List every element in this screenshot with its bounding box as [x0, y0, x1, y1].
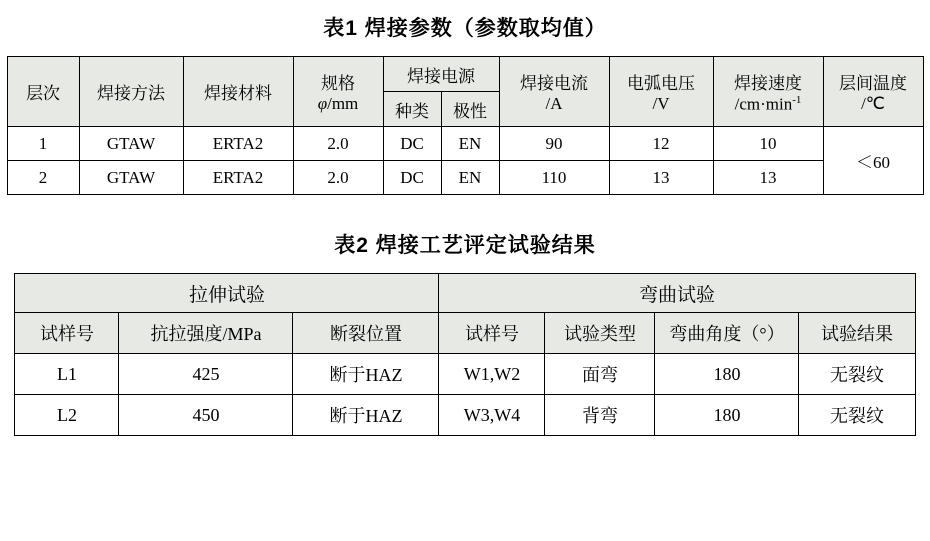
table-row [7, 161, 923, 195]
th-welding-speed-unit: /cm·min [734, 94, 793, 114]
table-row [15, 354, 915, 395]
th-arc-voltage [609, 57, 713, 127]
cell-material: ERTA2 [183, 127, 293, 161]
table1-header-row-1 [7, 57, 923, 92]
th-arc-voltage-line1: 电弧电压 [627, 74, 695, 93]
th-welding-material: 焊接材料 [183, 57, 293, 127]
cell-fracture-location: 断于HAZ [293, 354, 439, 395]
cell-layer: 2 [7, 161, 79, 195]
th-arc-voltage-line2: /V [652, 94, 670, 113]
table-welding-parameters [7, 56, 924, 195]
cell-test-result: 无裂纹 [799, 354, 915, 395]
cell-speed: 13 [713, 161, 823, 195]
th-specification [293, 57, 383, 127]
th-welding-speed-exponent: -1 [792, 93, 802, 106]
th-power-polarity: 极性 [441, 92, 499, 127]
document-page [0, 12, 930, 541]
th-interpass-temperature-line1: 层间温度 [839, 74, 907, 93]
cell-spec: 2.0 [293, 127, 383, 161]
th-specification-line2: φ/mm [317, 94, 359, 113]
table-pqr-results [14, 273, 915, 436]
th-test-type: 试验类型 [545, 313, 655, 354]
cell-current: 110 [499, 161, 609, 195]
th-group-bending: 弯曲试验 [439, 274, 915, 313]
th-welding-current-line1: 焊接电流 [520, 74, 588, 93]
th-welding-current [499, 57, 609, 127]
table-row [15, 395, 915, 436]
th-tensile-sample-no: 试样号 [15, 313, 119, 354]
th-test-result: 试验结果 [799, 313, 915, 354]
th-welding-method: 焊接方法 [79, 57, 183, 127]
cell-tensile-strength: 450 [119, 395, 293, 436]
table1-body [7, 127, 923, 195]
cell-method: GTAW [79, 127, 183, 161]
cell-current: 90 [499, 127, 609, 161]
cell-tensile-sample-no: L2 [15, 395, 119, 436]
table2-header-row [15, 313, 915, 354]
cell-tensile-strength: 425 [119, 354, 293, 395]
cell-method: GTAW [79, 161, 183, 195]
th-interpass-temperature-line2: /℃ [861, 94, 885, 113]
th-fracture-location: 断裂位置 [293, 313, 439, 354]
cell-voltage: 12 [609, 127, 713, 161]
cell-layer: 1 [7, 127, 79, 161]
th-welding-current-line2: /A [545, 94, 563, 113]
th-bending-sample-no: 试样号 [439, 313, 545, 354]
cell-interpass-temperature: ＜60 [823, 127, 923, 195]
cell-power-polarity: EN [441, 127, 499, 161]
cell-bending-sample-no: W3,W4 [439, 395, 545, 436]
th-welding-speed [713, 57, 823, 127]
table2-header [15, 274, 915, 354]
cell-spec: 2.0 [293, 161, 383, 195]
cell-bend-angle: 180 [655, 354, 799, 395]
th-power-source: 焊接电源 [383, 57, 499, 92]
th-specification-line1: 规格 [321, 74, 355, 93]
cell-power-polarity: EN [441, 161, 499, 195]
cell-test-result: 无裂纹 [799, 395, 915, 436]
cell-speed: 10 [713, 127, 823, 161]
table2-group-row [15, 274, 915, 313]
th-interpass-temperature [823, 57, 923, 127]
cell-test-type: 背弯 [545, 395, 655, 436]
th-bend-angle: 弯曲角度（°） [655, 313, 799, 354]
cell-test-type: 面弯 [545, 354, 655, 395]
cell-bend-angle: 180 [655, 395, 799, 436]
cell-tensile-sample-no: L1 [15, 354, 119, 395]
cell-bending-sample-no: W1,W2 [439, 354, 545, 395]
th-welding-speed-line2 [714, 94, 823, 115]
cell-power-type: DC [383, 127, 441, 161]
cell-power-type: DC [383, 161, 441, 195]
cell-voltage: 13 [609, 161, 713, 195]
table2-caption: 表2 焊接工艺评定试验结果 [334, 234, 596, 257]
th-layer: 层次 [7, 57, 79, 127]
table2-body [15, 354, 915, 436]
cell-material: ERTA2 [183, 161, 293, 195]
th-group-tensile: 拉伸试验 [15, 274, 439, 313]
table1-header [7, 57, 923, 127]
cell-fracture-location: 断于HAZ [293, 395, 439, 436]
table1-caption: 表1 焊接参数（参数取均值） [323, 17, 607, 40]
table-row [7, 127, 923, 161]
th-tensile-strength: 抗拉强度/MPa [119, 313, 293, 354]
th-power-type: 种类 [383, 92, 441, 127]
th-welding-speed-line1: 焊接速度 [734, 73, 802, 93]
